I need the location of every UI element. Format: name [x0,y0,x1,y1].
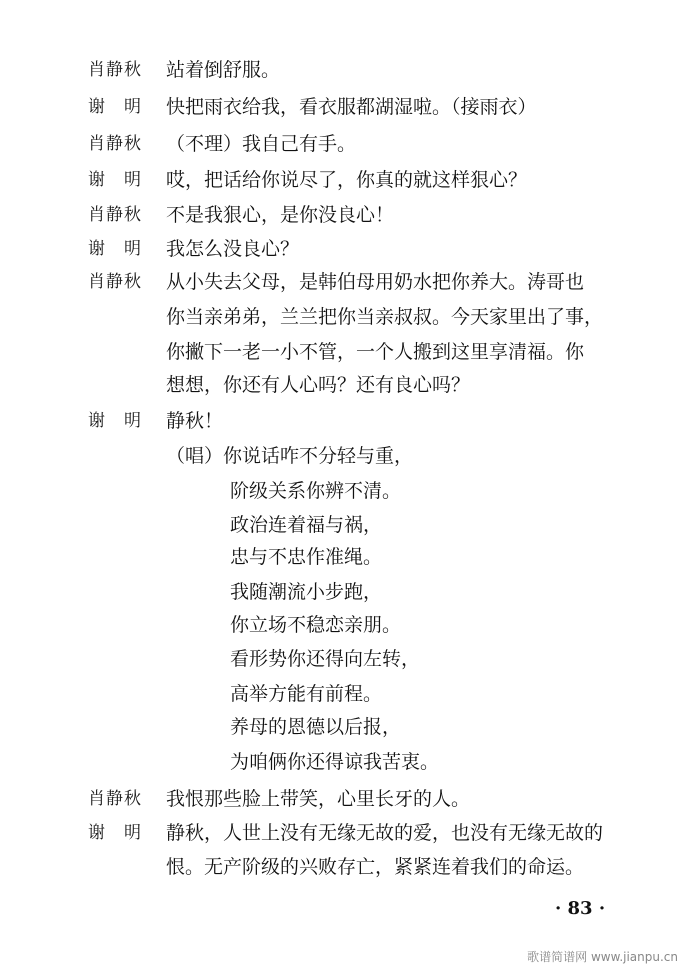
dialogue-line: 你撇下一老一小不管，一个人搬到这里享清福。你 [166,341,585,363]
dialogue-line: 站着倒舒服。 [166,59,281,81]
speaker-label: 谢 明 [88,239,142,259]
speaker-label: 肖静秋 [88,134,142,154]
speaker-label: 肖静秋 [88,789,142,809]
speaker-label: 谢 明 [88,411,142,431]
dialogue-line: 我恨那些脸上带笑，心里长牙的人。 [166,788,471,810]
dialogue-line: 不是我狠心，是你没良心！ [166,204,395,226]
song-verse: 看形势你还得向左转， [230,648,421,670]
dialogue-line: 恨。无产阶级的兴败存亡，紧紧连着我们的命运。 [166,856,585,878]
dialogue-line: （不理）我自己有手。 [166,133,357,155]
dialogue-line: 哎，把话给你说尽了，你真的就这样狠心？ [166,169,528,191]
dialogue-line: 静秋，人世上没有无缘无故的爱，也没有无缘无故的 [166,822,604,844]
dialogue-line: 你当亲弟弟，兰兰把你当亲叔叔。今天家里出了事， [166,306,604,328]
speaker-label: 肖静秋 [88,60,142,80]
dialogue-line: 我怎么没良心？ [166,238,300,260]
song-verse: 忠与不忠作准绳。 [230,546,383,568]
dialogue-line: 静秋！ [166,410,224,432]
song-verse: 高举方能有前程。 [230,683,383,705]
speaker-label: 谢 明 [88,823,142,843]
speaker-label: 谢 明 [88,97,142,117]
speaker-label: 肖静秋 [88,205,142,225]
song-verse: 阶级关系你辨不清。 [230,480,402,502]
speaker-label: 谢 明 [88,170,142,190]
song-verse: 我随潮流小步跑， [230,581,383,603]
dialogue-line: 从小失去父母，是韩伯母用奶水把你养大。涛哥也 [166,271,585,293]
watermark: 歌谱简谱网 www.jianpu.cn [527,950,678,964]
dialogue-line: 想想，你还有人心吗？还有良心吗？ [166,374,471,396]
song-verse: 为咱俩你还得谅我苦衷。 [230,751,440,773]
page-number: · 83 · [555,898,606,919]
dialogue-line: 快把雨衣给我，看衣服都湖湿啦。（接雨衣） [166,96,537,118]
song-verse: 你立场不稳恋亲朋。 [230,614,402,636]
song-intro: （唱）你说话咋不分轻与重， [166,445,414,467]
song-verse: 养母的恩德以后报， [230,716,402,738]
speaker-label: 肖静秋 [88,272,142,292]
song-verse: 政治连着福与祸， [230,514,383,536]
